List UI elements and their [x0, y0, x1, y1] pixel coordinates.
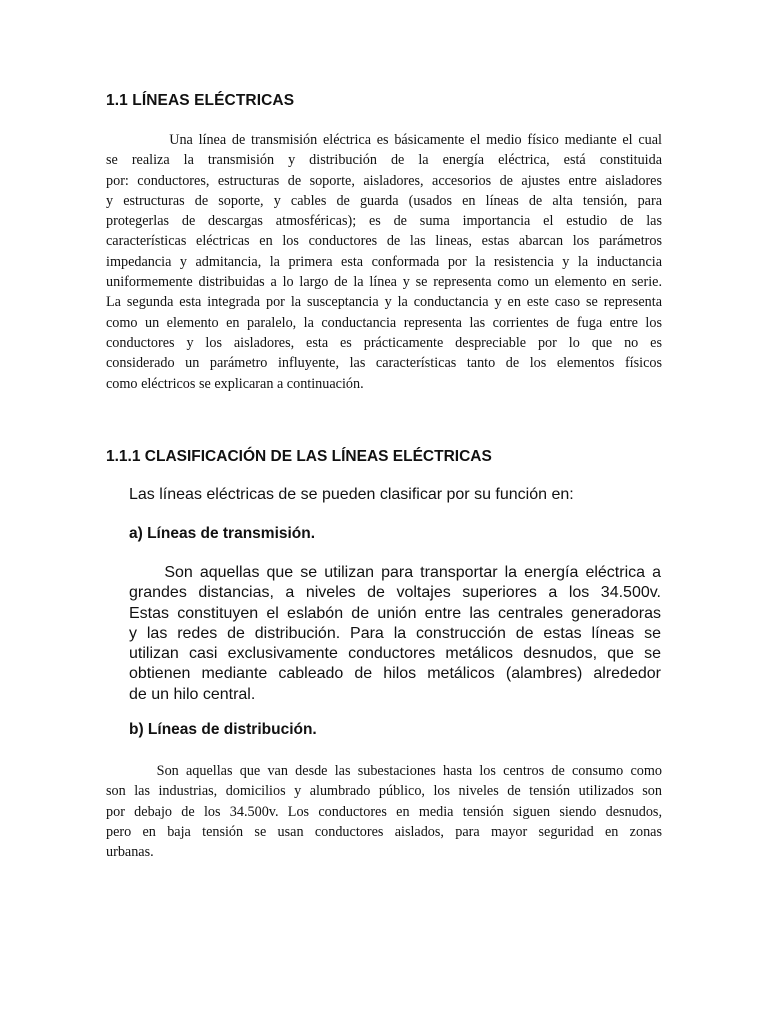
classification-lead: Las líneas eléctricas de se pueden clasificar por su función en: — [129, 486, 574, 503]
paragraph-line: por debajo de los 34.500v. Los conductores en media tensión siguen siendo desnudos, — [106, 803, 662, 820]
section-heading-lineas-electricas: 1.1 LÍNEAS ELÉCTRICAS — [106, 92, 295, 109]
paragraph-line: La segunda esta integrada por la susceptancia y la conductancia y en este caso se representa — [106, 294, 662, 311]
paragraph-line: obtienen mediante cableado de hilos metálicos (alambres) alrededor — [129, 665, 661, 683]
paragraph-line: pero en baja tensión se usan conductores aislados, para mayor seguridad en zonas — [106, 823, 662, 840]
paragraph-line: por: conductores, estructuras de soporte, aisladores, accesorios de ajustes entre aisladores — [106, 172, 662, 189]
paragraph-line: y estructuras de soporte, y cables de guarda (usados en líneas de alta tensión, para — [106, 192, 662, 209]
paragraph-line: impedancia y admitancia, la primera esta conformada por la resistencia y la inductancia — [106, 253, 662, 270]
paragraph-line: como un elemento en paralelo, la conductancia representa las corrientes de fuga entre los — [106, 314, 662, 331]
paragraph-line: Son aquellas que se utilizan para transportar la energía eléctrica a — [129, 564, 661, 581]
paragraph-line: y las redes de distribución. Para la construcción de estas líneas se — [129, 624, 661, 642]
paragraph-line: grandes distancias, a niveles de voltajes superiores a los 34.500v. — [129, 584, 661, 602]
paragraph-line: Una línea de transmisión eléctrica es básicamente el medio físico mediante el cual — [106, 132, 662, 148]
transmission-paragraph — [129, 563, 661, 705]
paragraph-line: protegerlas de descargas atmosféricas); es de suma importancia el estudio de las — [106, 213, 662, 230]
distribution-paragraph — [106, 761, 662, 862]
paragraph-line: uniformemente distribuidas a lo largo de la línea y se representa como un elemento en serie. — [106, 274, 662, 291]
paragraph-line: de un hilo central. — [129, 685, 256, 703]
paragraph-line: se realiza la transmisión y distribución de la energía eléctrica, está constituida — [106, 152, 662, 169]
paragraph-line: considerado un parámetro influyente, las características tanto de los elementos físicos — [106, 355, 662, 372]
paragraph-line: Estas constituyen el eslabón de unión entre las centrales generadoras — [129, 604, 661, 622]
section-heading-clasificacion: 1.1.1 CLASIFICACIÓN DE LAS LÍNEAS ELÉCTRICAS — [106, 448, 492, 465]
paragraph-line: Son aquellas que van desde las subestaciones hasta los centros de consumo como — [106, 763, 662, 779]
paragraph-line: como eléctricos se explicaran a continuación. — [106, 375, 364, 392]
paragraph-line: conductores y los aisladores, esta es prácticamente despreciable por lo que no es — [106, 334, 662, 351]
paragraph-line: características eléctricas en los conductores de las lineas, estas abarcan los parámetros — [106, 233, 662, 250]
subheading-lineas-distribucion: b) Líneas de distribución. — [129, 721, 317, 738]
intro-paragraph — [106, 130, 662, 394]
paragraph-line: son las industrias, domicilios y alumbrado público, los niveles de tensión utilizados son — [106, 783, 662, 800]
paragraph-line: urbanas. — [106, 844, 154, 861]
subheading-lineas-transmision: a) Líneas de transmisión. — [129, 525, 316, 542]
paragraph-line: utilizan casi exclusivamente conductores metálicos desnudos, que se — [129, 645, 661, 663]
